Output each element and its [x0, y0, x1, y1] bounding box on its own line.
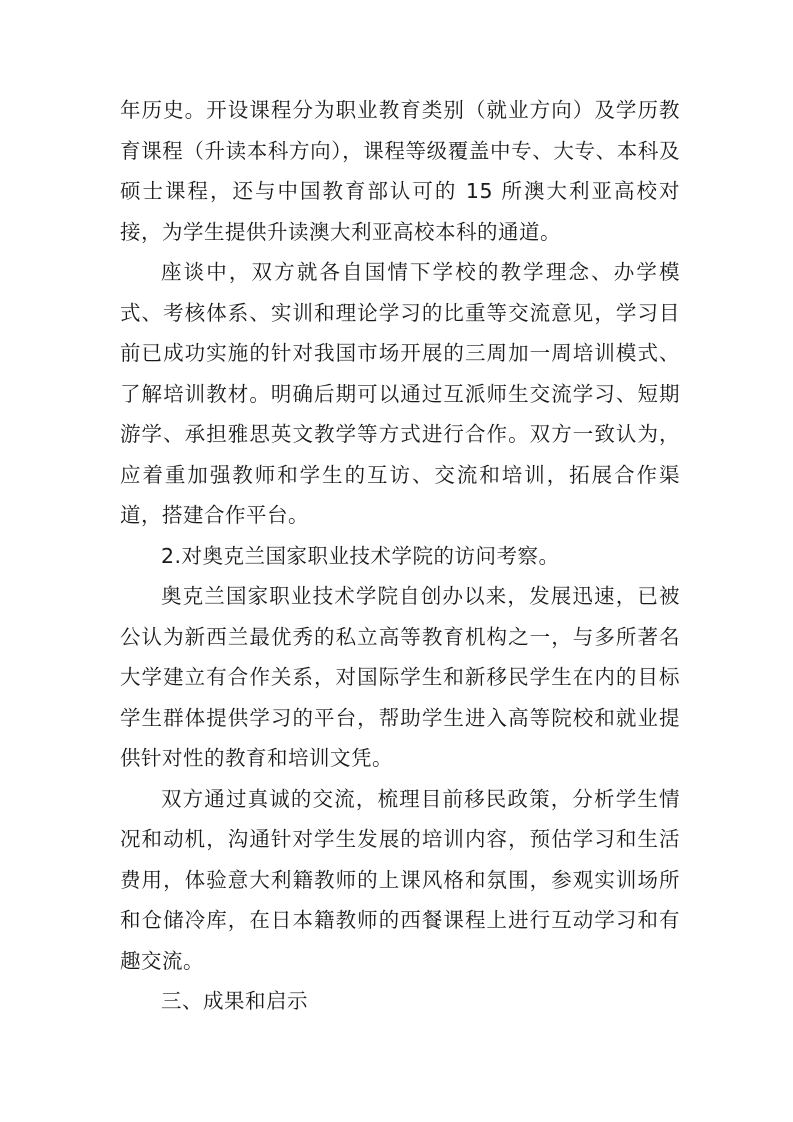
section-heading-auckland-visit: 2.对奥克兰国家职业技术学院的访问考察。	[161, 543, 560, 568]
document-body	[120, 90, 680, 1022]
section-heading-results: 三、成果和启示	[161, 989, 308, 1013]
paragraph-auckland-intro: 奥克兰国家职业技术学院自创办以来，发展迅速，已被公认为新西兰最优秀的私立高等教育机构之一，与多所著名大学建立有合作关系，对国际学生和新移民学生在内的目标学生群体提供学习的平台，帮助学生进入高等院校和就业提供针对性的教育和培训文凭。	[120, 584, 680, 770]
paragraph-history: 年历史。开设课程分为职业教育类别（就业方向）及学历教育课程（升读本科方向），课程等级覆盖中专、大专、本科及硕士课程，还与中国教育部认可的 15 所澳大利亚高校对接，为学生提供升读澳大利亚高校本科的通道。	[120, 98, 680, 244]
paragraph-exchange: 双方通过真诚的交流，梳理目前移民政策，分析学生情况和动机，沟通针对学生发展的培训内容，预估学习和生活费用，体验意大利籍教师的上课风格和氛围，参观实训场所和仓储冷库，在日本籍教师的西餐课程上进行互动学习和有趣交流。	[120, 786, 680, 973]
paragraph-discussion: 座谈中，双方就各自国情下学校的教学理念、办学模式、考核体系、实训和理论学习的比重等交流意见，学习目前已成功实施的针对我国市场开展的三周加一周培训模式、了解培训教材。明确后期可以通过互派师生交流学习、短期游学、承担雅思英文教学等方式进行合作。双方一致认为，应着重加强教师和学生的互访、交流和培训，拓展合作渠道，搭建合作平台。	[120, 260, 680, 527]
